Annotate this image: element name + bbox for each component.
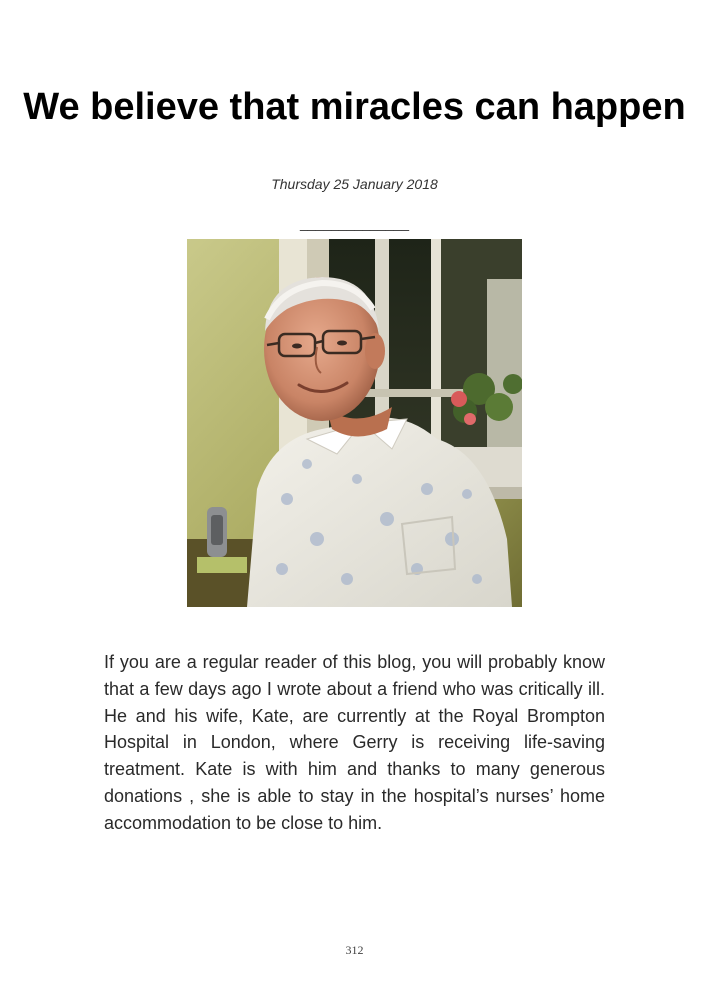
post-date: Thursday 25 January 2018: [271, 176, 438, 192]
page-number: 312: [345, 943, 364, 957]
page-title: We believe that miracles can happen: [23, 86, 686, 128]
article-body: If you are a regular reader of this blog, you will probably know that a few days ago I wrote about a friend who was critically ill. He and his wife, Kate, are currently at the Royal Brompton Hospital in London, where Gerry is receiving life-saving treatment. Kate is with him and thanks to many generous donations , she is able to stay in the hospital’s nurses’ home accommodation to be close to him.: [104, 652, 605, 833]
portrait-photo: [187, 239, 522, 607]
title-separator: ______________: [299, 215, 409, 231]
